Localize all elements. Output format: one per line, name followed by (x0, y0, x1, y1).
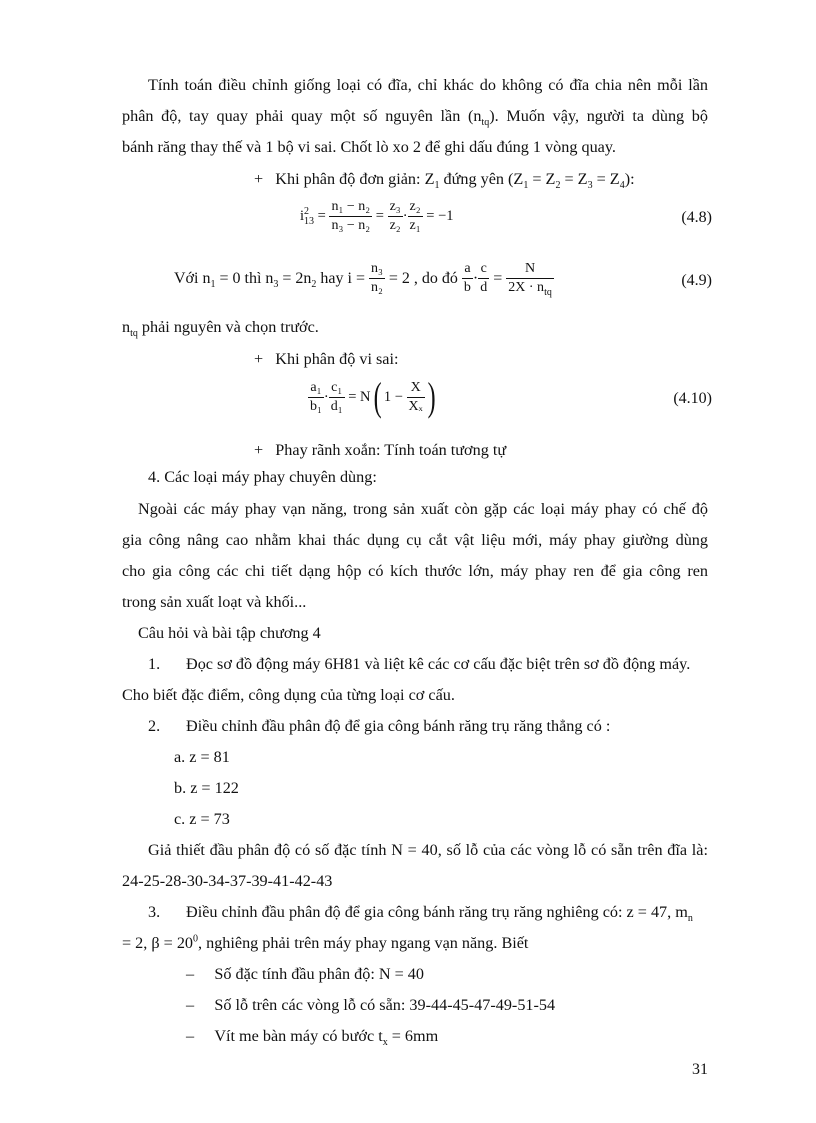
section-4-title: 4. Các loại máy phay chuyên dùng: (148, 468, 377, 486)
paragraph-1-line-1 (148, 75, 708, 95)
bullet-simple-indexing (254, 169, 635, 192)
dot: · (472, 269, 479, 287)
question-3-dash-1: – Số đặc tính đầu phân độ: N = 40 (186, 965, 424, 983)
question-2-number: 2. (148, 717, 161, 735)
page-number: 31 (692, 1061, 708, 1078)
plus-bullet: + (254, 441, 264, 459)
text: Phay rãnh xoắn: Tính toán tương tự (275, 441, 507, 459)
equation-number-4-10: (4.10) (673, 390, 712, 407)
plus-bullet: + (254, 170, 264, 188)
question-2-option-c: c. z = 73 (174, 810, 230, 828)
equation-number-4-8: (4.8) (681, 209, 712, 226)
fraction-z3-z2: $\frac{\text{z₃}}{\text{z₂}}$ (389, 199, 401, 233)
ntq-line: $n_{tq}$ phải nguyên và chọn trước. (122, 318, 319, 340)
text: ): (624, 170, 635, 188)
bullet-differential-indexing (254, 349, 398, 369)
equals-n: = N (348, 388, 371, 405)
fraction-x-xx: $\frac{X}{\text{Xₓ}}$ (408, 379, 423, 414)
fraction-c1-d1: $\frac{\text{c₁}}{\text{d₁}}$ (330, 379, 343, 414)
text: = Z (592, 170, 620, 188)
paragraph-2-line-3: cho gia công các chi tiết dạng hộp có kích thước lớn, máy phay ren để gia công ren (122, 562, 708, 580)
fraction-a-b: $\frac{a}{b}$ (463, 261, 471, 295)
fraction-n: $\frac{\text{n₁ − n₂}}{\text{n₃ − n₂}}$ (331, 199, 371, 233)
question-3-number: 3. (148, 903, 161, 921)
equals-minus-one: = −1 (426, 208, 454, 224)
plus-bullet: + (254, 350, 264, 368)
text: Khi phân độ đơn giản: Z (275, 170, 435, 188)
question-2-option-b: b. z = 122 (174, 779, 239, 797)
eq-lhs: $i^2_{13}$ (300, 206, 315, 227)
text: ). Muốn vậy, người ta dùng bộ (489, 107, 708, 125)
question-2-text: Điều chỉnh đầu phân độ để gia công bánh răng trụ răng thẳng có : (186, 717, 611, 735)
equation-4-9 (174, 260, 554, 297)
bullet-helical-milling (254, 440, 506, 460)
right-paren: ) (427, 374, 436, 419)
left-paren: ( (373, 374, 382, 419)
paragraph-2-line-2: gia công nâng cao nhằm khai thác dụng cụ cắt vật liệu mới, máy phay giường dùng (122, 531, 708, 549)
dash-bullet: – (186, 996, 195, 1014)
paragraph-2-line-4: trong sản xuất loạt và khối... (122, 593, 307, 611)
question-2-option-a: a. z = 81 (174, 748, 230, 766)
question-3-line-1: Điều chỉnh đầu phân độ để gia công bánh răng trụ răng nghiêng có: z = 47, $m_n$ (186, 903, 693, 925)
paragraph-1-line-3 (122, 137, 616, 157)
text: Khi phân độ vi sai: (275, 350, 399, 368)
question-2-note-line-2: 24-25-28-30-34-37-39-41-42-43 (122, 872, 333, 890)
dot: · (323, 388, 329, 405)
sub: 1 (434, 180, 440, 192)
fraction-a1-b1: $\frac{\text{a₁}}{\text{b₁}}$ (310, 379, 322, 414)
question-2-note-line-1: Giả thiết đầu phân độ có số đặc tính N = 40, số lỗ của các vòng lỗ có sẵn trên đĩa là: (148, 841, 708, 859)
sub: 4 (619, 180, 625, 192)
sub: 2 (555, 180, 561, 192)
equals-two: = 2 , do đó (388, 269, 458, 287)
text: = Z (528, 170, 556, 188)
i-equals: i = (347, 269, 365, 287)
sub: 3 (587, 180, 593, 192)
questions-heading: Câu hỏi và bài tập chương 4 (138, 624, 321, 642)
text: đứng yên (Z (439, 170, 524, 188)
question-1-number: 1. (148, 655, 161, 673)
equation-4-8 (300, 198, 454, 235)
subscript: tq (481, 117, 490, 129)
equals: = (493, 269, 503, 287)
dash-bullet: – (186, 965, 195, 983)
question-1-line-1: Đọc sơ đồ động máy 6H81 và liệt kê các cơ cấu đặc biệt trên sơ đồ động máy. (186, 655, 691, 673)
fraction-z2-z1: $\frac{\text{z₂}}{\text{z₁}}$ (409, 199, 421, 233)
equals: = (317, 208, 326, 224)
equation-4-10 (308, 374, 438, 419)
equation-number-4-9: (4.9) (681, 272, 712, 289)
question-3-dash-3: – Vít me bàn máy có bước $t_x = 6mm$ (186, 1027, 439, 1049)
text: phân độ, tay quay phải quay một số nguyên lần (n (122, 107, 482, 125)
fraction-n3-n2: $\frac{\text{n₃}}{\text{n₂}}$ (371, 261, 383, 295)
sub: 1 (523, 180, 529, 192)
dot: · (402, 208, 408, 224)
fraction-c-d: $\frac{c}{d}$ (480, 261, 488, 295)
fraction-n-2x: $\frac{N}{2X \cdot n_{tq}}$ (508, 261, 552, 298)
text: Tính toán điều chỉnh giống loại có đĩa, chỉ khác do không có đĩa chia nên mỗi lần (148, 76, 708, 94)
paragraph-1-line-2 (122, 106, 708, 129)
question-1-line-2: Cho biết đặc điểm, công dụng của từng loại cơ cấu. (122, 686, 455, 704)
paragraph-2-line-1: Ngoài các máy phay vạn năng, trong sản xuất còn gặp các loại máy phay có chế độ (138, 500, 708, 518)
question-3-dash-2: – Số lỗ trên các vòng lỗ có sẵn: 39-44-45-47-49-51-54 (186, 996, 556, 1014)
question-3-line-2: = 2, $\beta = 20^0$, nghiêng phải trên máy phay ngang vạn năng. Biết (122, 933, 529, 952)
dash-bullet: – (186, 1027, 195, 1045)
one-minus: 1 − (383, 388, 403, 405)
text: bánh răng thay thế và 1 bộ vi sai. Chốt lò xo 2 để ghi dấu đúng 1 vòng quay. (122, 138, 616, 156)
eq49-text: Với $n_1 = 0$ thì $n_3 = 2n_2$ hay (174, 269, 344, 290)
equals: = (375, 208, 384, 224)
text: = Z (560, 170, 588, 188)
